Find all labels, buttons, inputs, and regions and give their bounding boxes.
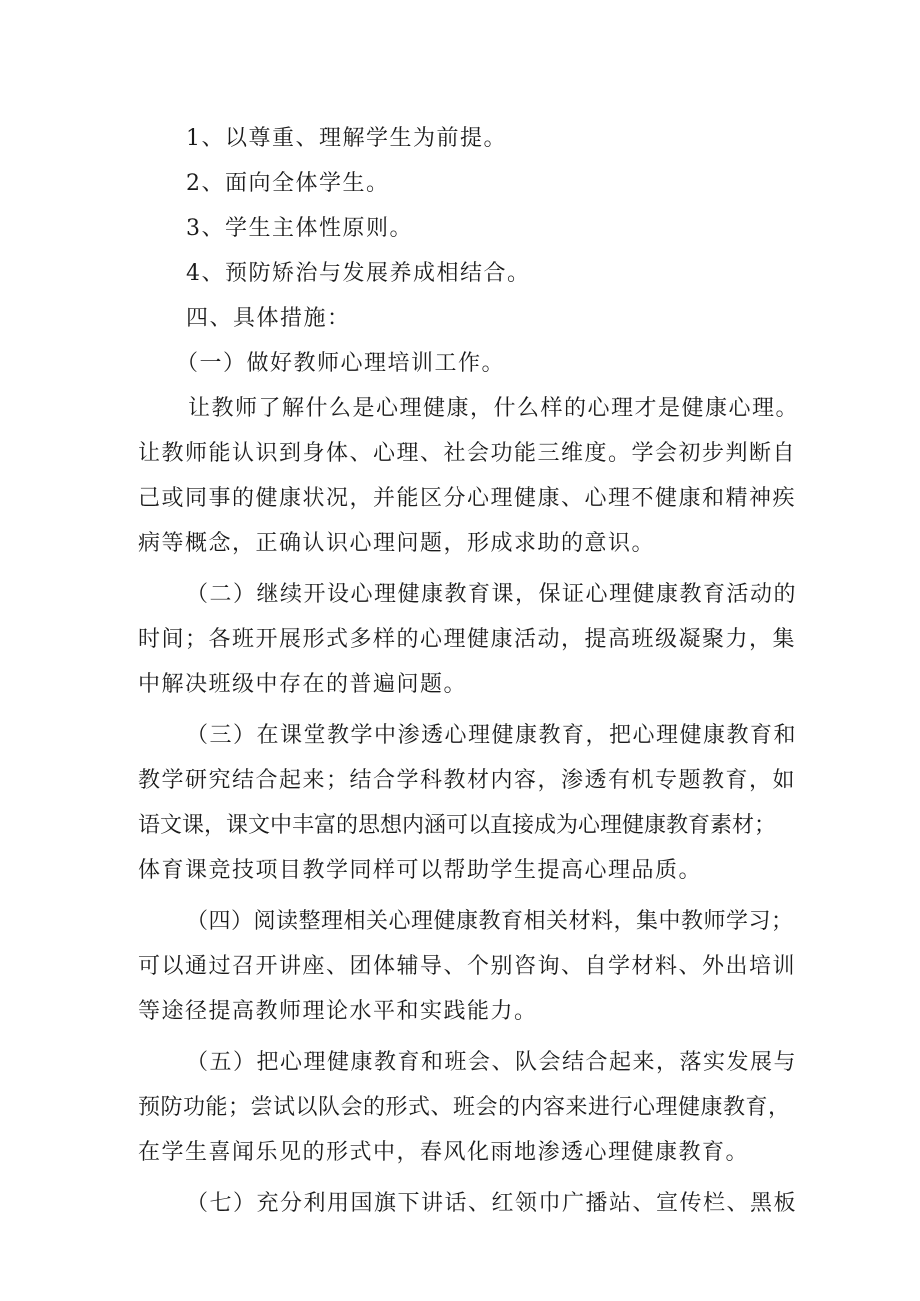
principle-item-4: 4、预防矫治与发展养成相结合。 <box>186 261 531 286</box>
measure-3-line-4: 体育课竞技项目教学同样可以帮助学生提高心理品质。 <box>138 858 703 883</box>
teacher-training-line-4: 病等概念，正确认识心理问题，形成求助的意识。 <box>138 531 656 556</box>
measure-5-line-2: 预防功能；尝试以队会的形式、班会的内容来进行心理健康教育， <box>138 1095 791 1120</box>
measure-2-line-1: （二）继续开设心理健康教育课，保证心理健康教育活动的 <box>186 582 798 607</box>
measure-7-line-1: （七）充分利用国旗下讲话、红领巾广播站、宣传栏、黑板 <box>186 1191 798 1216</box>
measure-4-line-1: （四）阅读整理相关心理健康教育相关材料，集中教师学习； <box>186 909 794 934</box>
measure-1-heading: （一）做好教师心理培训工作。 <box>176 351 506 376</box>
measure-2-line-2: 时间；各班开展形式多样的心理健康活动，提高班级凝聚力，集 <box>138 627 797 652</box>
teacher-training-line-1: 让教师了解什么是心理健康，什么样的心理才是健康心理。 <box>188 396 800 421</box>
section-heading: 四、具体措施： <box>186 306 351 331</box>
measure-4-line-3: 等途径提高教师理论水平和实践能力。 <box>138 999 538 1024</box>
teacher-training-line-3: 己或同事的健康状况，并能区分心理健康、心理不健康和精神疾 <box>138 486 797 511</box>
measure-3-line-2: 教学研究结合起来；结合学科教材内容，渗透有机专题教育，如 <box>138 768 797 793</box>
principle-item-3: 3、学生主体性原则。 <box>186 216 413 241</box>
measure-5-line-1: （五）把心理健康教育和班会、队会结合起来，落实发展与 <box>186 1050 798 1075</box>
measure-2-line-3: 中解决班级中存在的普遍问题。 <box>138 672 468 697</box>
teacher-training-line-2: 让教师能认识到身体、心理、社会功能三维度。学会初步判断自 <box>138 441 797 466</box>
measure-3-line-1: （三）在课堂教学中渗透心理健康教育，把心理健康教育和 <box>186 723 798 748</box>
measure-4-line-2: 可以通过召开讲座、团体辅导、个别咨询、自学材料、外出培训 <box>138 954 797 979</box>
document-body <box>138 116 800 1226</box>
measure-3-line-3: 语文课，课文中丰富的思想内涵可以直接成为心理健康教育素材； <box>138 813 777 838</box>
measure-5-line-3: 在学生喜闻乐见的形式中，春风化雨地渗透心理健康教育。 <box>138 1140 750 1165</box>
principle-item-2: 2、面向全体学生。 <box>186 171 390 196</box>
principle-item-1: 1、以尊重、理解学生为前提。 <box>186 126 507 151</box>
